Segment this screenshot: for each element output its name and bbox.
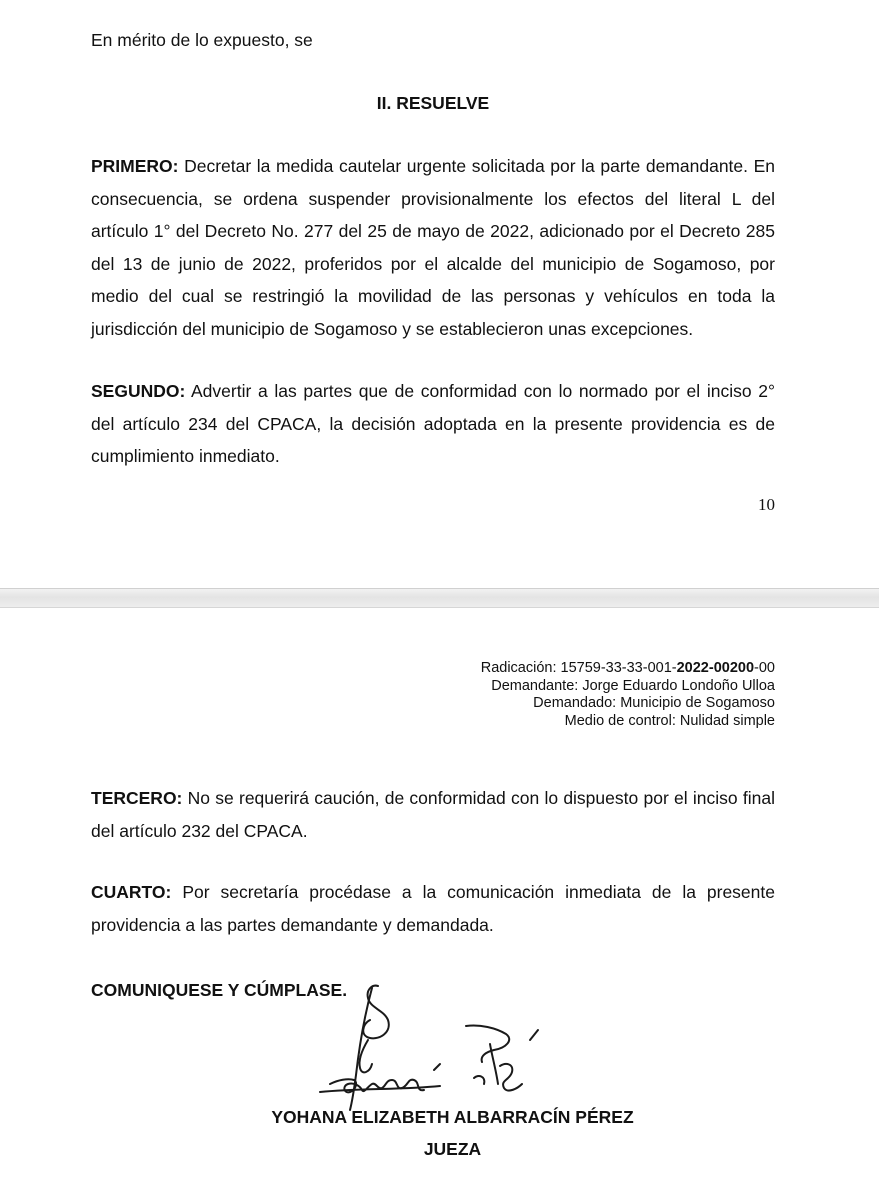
segundo-text: Advertir a las partes que de conformidad con lo normado por el inciso 2° del artículo 234 del CPACA, la decisión adoptada en la presente providencia es de cumplimiento inmediato. — [91, 381, 775, 466]
demandado-line: Demandado: Municipio de Sogamoso — [533, 695, 775, 711]
document-page-10 — [0, 0, 879, 588]
closing-formula: COMUNIQUESE Y CÚMPLASE. — [91, 980, 348, 1000]
cuarto-label: CUARTO: — [91, 882, 172, 902]
segundo-paragraph — [91, 375, 775, 473]
tercero-text: No se requerirá caución, de conformidad con lo dispuesto por el inciso final del artículo 232 del CPACA. — [91, 788, 775, 841]
radicacion-line — [481, 660, 775, 678]
radicacion-prefix: Radicación: 15759-33-33-001- — [480, 660, 677, 676]
primero-text: Decretar la medida cautelar urgente solicitada por la parte demandante. En consecuencia, se ordena suspender provisionalmente los efectos del literal L del artículo 1° del Decreto No. 277 del 25 de mayo de 2022, adicionado por el Decreto 285 del 13 de junio de 2022, proferidos por el alcalde del municipio de Sogamoso, por medio del cual se restringió la movilidad de las personas y vehículos en toda la jurisdicción del municipio de Sogamoso y se establecieron unas excepciones. — [91, 156, 775, 339]
handwritten-signature — [300, 980, 560, 1115]
judge-title: JUEZA — [423, 1139, 482, 1159]
case-header — [481, 660, 775, 730]
tercero-label: TERCERO: — [91, 788, 183, 808]
page-number: 10 — [758, 495, 775, 514]
demandante-line: Demandante: Jorge Eduardo Londoño Ulloa — [491, 677, 775, 694]
intro-text: En mérito de lo expuesto, se — [91, 30, 313, 50]
document-page-11 — [0, 608, 879, 1200]
judge-name: YOHANA ELIZABETH ALBARRACÍN PÉREZ — [271, 1107, 634, 1127]
tercero-paragraph — [91, 782, 775, 847]
cuarto-paragraph — [91, 876, 775, 941]
radicacion-suffix: -00 — [754, 660, 775, 676]
radicacion-number: 2022-00200 — [676, 660, 755, 676]
segundo-label: SEGUNDO: — [91, 381, 186, 401]
section-heading: II. RESUELVE — [376, 93, 490, 113]
primero-paragraph — [91, 150, 775, 345]
medio-control-line: Medio de control: Nulidad simple — [564, 712, 775, 729]
primero-label: PRIMERO: — [91, 156, 179, 176]
page-separator — [0, 588, 879, 608]
cuarto-text: Por secretaría procédase a la comunicación inmediata de la presente providencia a las partes demandante y demandada. — [91, 882, 775, 935]
